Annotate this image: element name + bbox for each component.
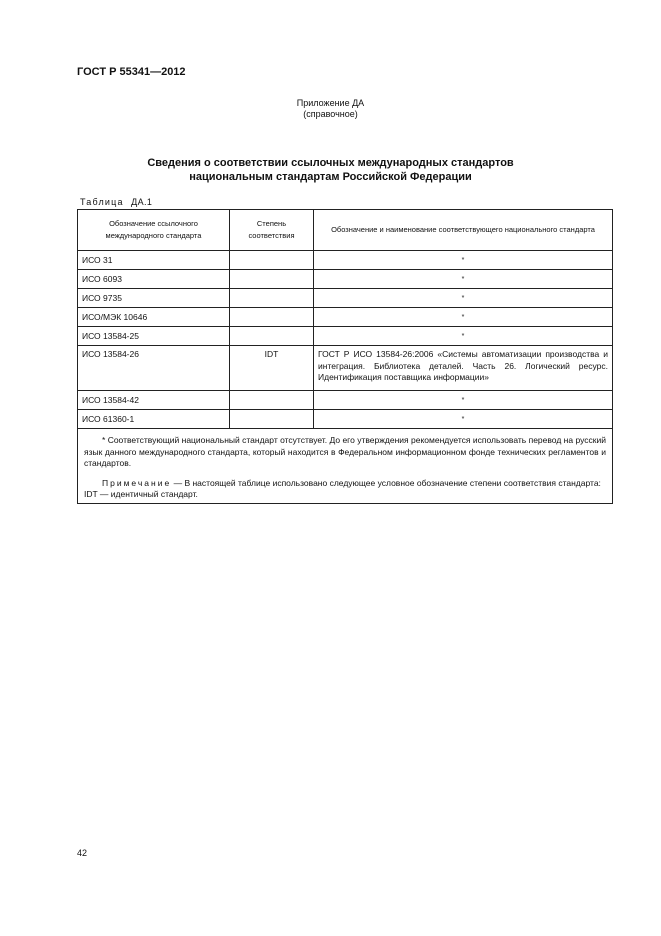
document-id: ГОСТ Р 55341—2012 bbox=[77, 66, 186, 78]
table-caption bbox=[80, 197, 152, 207]
cell-national: * bbox=[314, 410, 613, 429]
cell-standard: ИСО/МЭК 10646 bbox=[78, 308, 230, 327]
header-national-standard: Обозначение и наименование соответствующего национального стандарта bbox=[314, 210, 613, 251]
document-title bbox=[0, 156, 661, 184]
table-row bbox=[78, 410, 613, 429]
header-degree: Степень соответствия bbox=[230, 210, 314, 251]
cell-standard: ИСО 31 bbox=[78, 251, 230, 270]
cell-degree bbox=[230, 289, 314, 308]
cell-standard: ИСО 9735 bbox=[78, 289, 230, 308]
table-notes-row bbox=[78, 429, 613, 504]
standards-table bbox=[77, 209, 613, 504]
cell-degree bbox=[230, 251, 314, 270]
page-number: 42 bbox=[77, 848, 88, 858]
cell-degree bbox=[230, 410, 314, 429]
header-international-standard: Обозначение ссылочного международного стандарта bbox=[78, 210, 230, 251]
table-note bbox=[84, 478, 606, 490]
title-line-2: национальным стандартам Российской Федерации bbox=[189, 171, 472, 183]
table-footnote: * Соответствующий национальный стандарт отсутствует. До его утверждения рекомендуется использовать перевод на русский язык данного международного стандарта, который находится в Федеральном информационном фонде технических регламентов и стандартов. bbox=[84, 435, 606, 468]
table-row bbox=[78, 346, 613, 391]
table-row bbox=[78, 391, 613, 410]
table-notes bbox=[78, 429, 613, 504]
note-text: — В настоящей таблице использовано следующее условное обозначение степени соответствия стандарта: bbox=[173, 477, 601, 488]
appendix-type: (справочное) bbox=[303, 109, 358, 119]
table-row bbox=[78, 308, 613, 327]
cell-national: * bbox=[314, 327, 613, 346]
cell-degree bbox=[230, 391, 314, 410]
cell-national: * bbox=[314, 391, 613, 410]
table-caption-label: Таблица bbox=[80, 197, 124, 207]
table-row bbox=[78, 327, 613, 346]
note-idt-definition: IDT — идентичный стандарт. bbox=[84, 489, 198, 499]
cell-standard: ИСО 61360-1 bbox=[78, 410, 230, 429]
table-header-row bbox=[78, 210, 613, 251]
table-row bbox=[78, 270, 613, 289]
appendix-heading bbox=[0, 98, 661, 120]
appendix-title: Приложение ДА bbox=[296, 98, 365, 108]
cell-standard: ИСО 13584-26 bbox=[78, 346, 230, 391]
table-caption-number: ДА.1 bbox=[131, 197, 153, 207]
cell-standard: ИСО 13584-42 bbox=[78, 391, 230, 410]
cell-degree bbox=[230, 327, 314, 346]
cell-standard: ИСО 6093 bbox=[78, 270, 230, 289]
cell-national: * bbox=[314, 270, 613, 289]
cell-national: * bbox=[314, 289, 613, 308]
title-line-1: Сведения о соответствии ссылочных международных стандартов bbox=[147, 157, 514, 169]
table-row bbox=[78, 289, 613, 308]
note-label: Примечание bbox=[102, 477, 172, 488]
cell-degree bbox=[230, 270, 314, 289]
cell-standard: ИСО 13584-25 bbox=[78, 327, 230, 346]
cell-national: ГОСТ Р ИСО 13584-26:2006 «Системы автоматизации производства и интеграция. Библиотека деталей. Часть 26. Логический ресурс. Идентификация поставщика информации» bbox=[314, 346, 613, 391]
cell-degree bbox=[230, 308, 314, 327]
table-row bbox=[78, 251, 613, 270]
cell-national: * bbox=[314, 308, 613, 327]
cell-national: * bbox=[314, 251, 613, 270]
cell-degree: IDT bbox=[230, 346, 314, 391]
